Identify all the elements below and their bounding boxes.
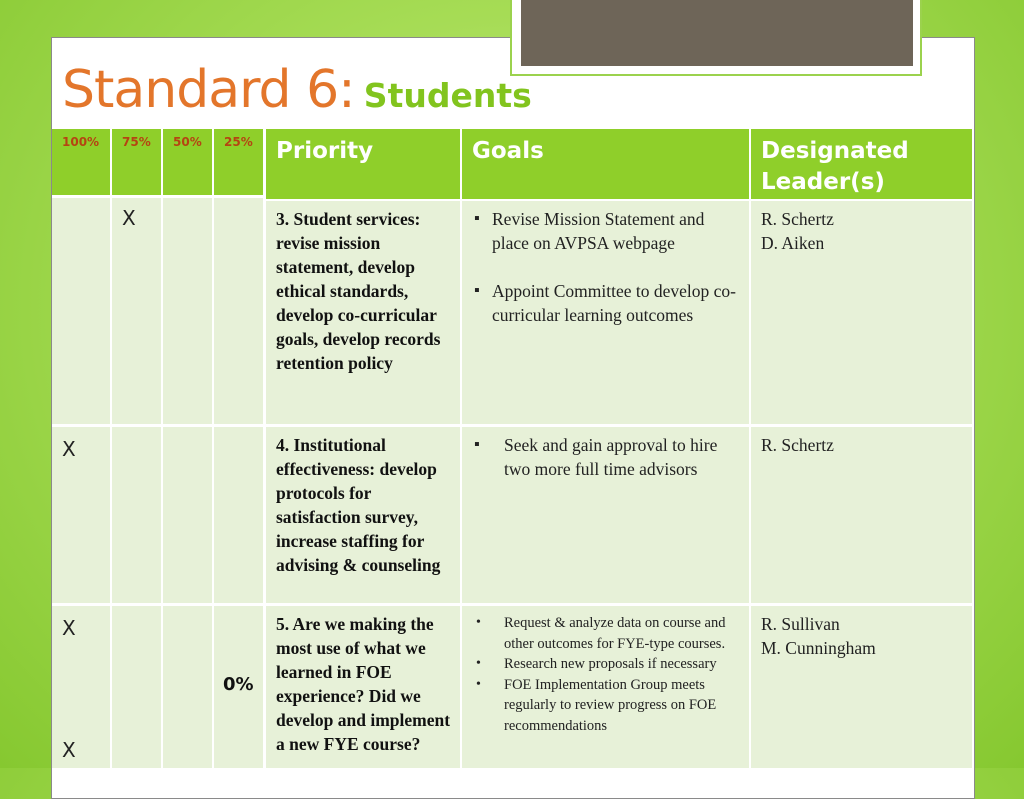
- row3-100-mark-a: X: [62, 616, 76, 640]
- row2-goals-list: [462, 427, 749, 481]
- row2-100-mark: X: [62, 437, 76, 461]
- row1-100-cell: [52, 198, 110, 424]
- row3-priority-cell: [266, 606, 460, 768]
- row3-goals-cell: [462, 606, 749, 768]
- header-priority-label: Priority: [276, 138, 374, 164]
- row2-leaders-cell: [751, 427, 972, 603]
- list-item: • Research new proposals if necessary: [472, 654, 743, 675]
- row1-priority-cell: [266, 201, 460, 424]
- row2-priority-cell: [266, 427, 460, 603]
- leader-name: D. Aiken: [761, 233, 825, 253]
- row3-50-cell: [163, 606, 212, 768]
- row2-goals-cell: [462, 427, 749, 603]
- row1-priority-text: 3. Student services: revise mission statement, develop ethical standards, develop co-curricular goals, develop records retention policy: [276, 209, 441, 373]
- list-item: ▪ Revise Mission Statement and place on AVPSA webpage: [472, 207, 743, 255]
- row1-goals-cell: [462, 201, 749, 424]
- list-item: • FOE Implementation Group meets regularly to review progress on FOE recommendations: [472, 675, 743, 737]
- row2-leaders: [751, 427, 972, 457]
- row3-75-cell: [112, 606, 161, 768]
- row2-priority-text: 4. Institutional effectiveness: develop protocols for satisfaction survey, increase staffing for advising & counseling: [276, 435, 441, 575]
- row1-75-mark: X: [122, 206, 136, 230]
- title-tab-image: [521, 0, 913, 66]
- header-25-label: 25%: [224, 135, 253, 149]
- title-main: Standard 6:: [62, 60, 355, 120]
- list-item: ▪ Seek and gain approval to hire two more full time advisors: [472, 433, 743, 481]
- row2-75-cell: [112, 427, 161, 603]
- row1-leaders: [751, 201, 972, 255]
- header-50-label: 50%: [173, 135, 202, 149]
- row3-25-cell: [214, 606, 263, 768]
- row1-50-cell: [163, 198, 212, 424]
- header-100-label: 100%: [62, 135, 100, 149]
- row3-leaders-cell: [751, 606, 972, 768]
- header-25: [214, 129, 263, 195]
- row1-75-cell: [112, 198, 161, 424]
- leader-name: R. Schertz: [761, 209, 834, 229]
- row3-leaders: [751, 606, 972, 660]
- row3-priority-text: 5. Are we making the most use of what we learned in FOE experience? Did we develop and implement a new FYE course?: [276, 614, 451, 754]
- header-75: [112, 129, 161, 195]
- slide-title: [62, 60, 532, 120]
- list-item: • Request & analyze data on course and other outcomes for FYE-type courses.: [472, 613, 743, 654]
- leader-name: R. Schertz: [761, 435, 834, 455]
- row3-25-mark: 0%: [223, 674, 254, 695]
- row2-50-cell: [163, 427, 212, 603]
- header-leaders-label: Designated Leader(s): [761, 138, 909, 195]
- header-75-label: 75%: [122, 135, 151, 149]
- row1-25-cell: [214, 198, 263, 424]
- header-goals: [462, 129, 749, 199]
- title-sub: Students: [363, 76, 532, 115]
- header-goals-label: Goals: [472, 138, 544, 164]
- header-priority: [266, 129, 460, 199]
- row1-leaders-cell: [751, 201, 972, 424]
- row1-goals-list: [462, 201, 749, 327]
- leader-name: R. Sullivan: [761, 614, 840, 634]
- header-50: [163, 129, 212, 195]
- row3-100-cell: [52, 606, 110, 768]
- list-item: ▪ Appoint Committee to develop co-curricular learning outcomes: [472, 279, 743, 327]
- row2-100-cell: [52, 427, 110, 603]
- row3-100-mark-b: X: [62, 738, 76, 762]
- leader-name: M. Cunningham: [761, 638, 876, 658]
- row3-goals-list: [462, 606, 749, 736]
- header-100: [52, 129, 110, 195]
- row2-25-cell: [214, 427, 263, 603]
- header-leaders: [751, 129, 972, 199]
